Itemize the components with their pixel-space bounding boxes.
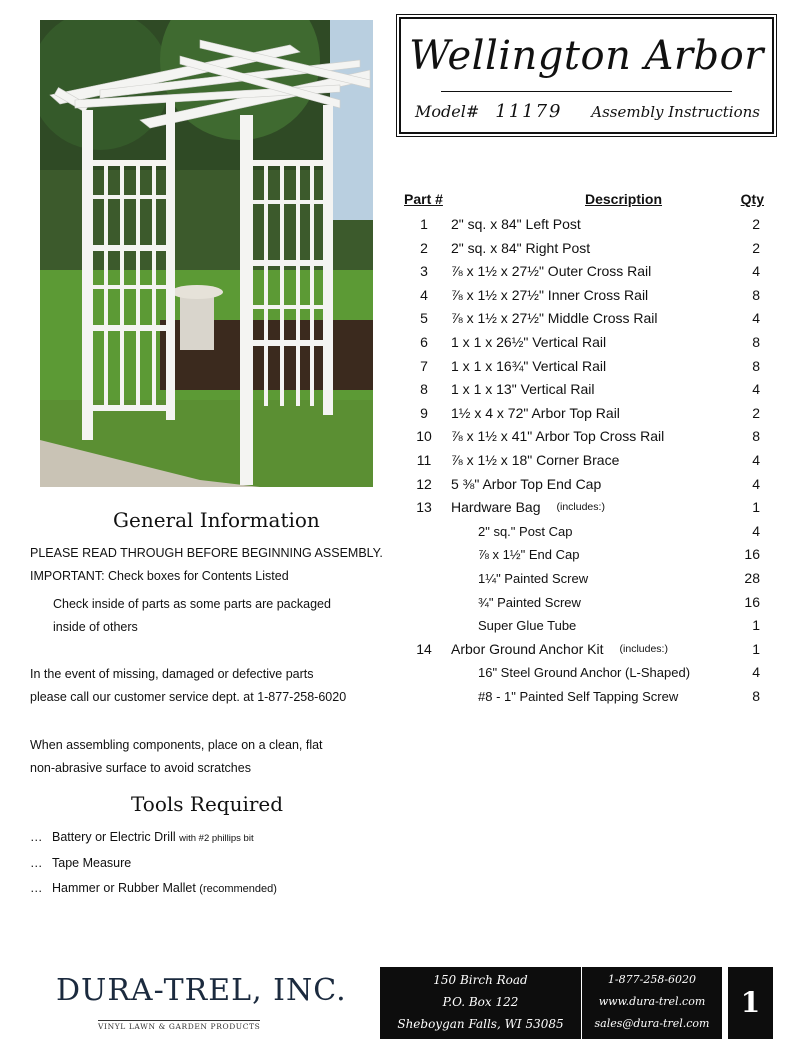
bullet-icon: … [30,881,43,895]
part-description [478,520,573,544]
part-description [451,402,620,426]
part-number: 11 [416,451,432,468]
title-box [399,17,774,134]
part-description-text: 1½ x 4 x 72" Arbor Top Rail [451,404,620,421]
parts-table-row [404,425,768,449]
bullet-icon: … [30,856,43,870]
address-box [380,967,581,1039]
part-number: 14 [416,640,432,657]
parts-table-row [404,378,768,402]
part-number: 7 [420,357,428,374]
arbor-photo [40,20,373,487]
bullet-icon: … [30,830,43,844]
part-description-text: Super Glue Tube [478,618,577,634]
document-subtitle: Assembly Instructions [591,103,760,121]
part-description-text: ⅞ x 1½ x 27½" Outer Cross Rail [451,263,652,280]
website-link[interactable]: www.dura-trel.com [598,995,706,1008]
part-qty: 1 [752,617,760,634]
part-qty: 4 [752,522,760,539]
part-description [451,638,668,662]
part-qty: 4 [752,451,760,468]
part-qty: 8 [752,687,760,704]
contact-box [582,967,722,1039]
parts-table-row [404,260,768,284]
tool-note: (recommended) [199,883,277,895]
part-description-text: ⅞ x 1½" End Cap [478,547,580,563]
part-description [451,449,619,473]
parts-table-row [404,567,768,591]
part-description [451,260,651,284]
part-description-text: 1 x 1 x 13" Vertical Rail [451,381,595,398]
part-qty: 4 [752,664,760,681]
part-number: 5 [420,310,428,327]
tools-list [30,825,277,902]
part-description-text: 2" sq. x 84" Left Post [451,216,581,232]
model-line [415,101,563,122]
part-qty: 1 [752,640,760,657]
part-description [478,567,588,591]
part-description [451,355,606,379]
title-divider [441,91,732,92]
parts-table-row [404,496,768,520]
part-qty: 2 [752,404,760,421]
part-description [478,661,690,685]
part-description [451,473,601,497]
page-number: 1 [728,967,773,1039]
part-number: 1 [420,216,428,232]
part-description [451,378,594,402]
parts-table-row [404,449,768,473]
part-qty: 28 [744,569,760,586]
general-info-line: IMPORTANT: Check boxes for Contents Listed [30,569,289,583]
part-description-text: #8 - 1" Painted Self Tapping Screw [478,688,679,704]
part-qty: 4 [752,263,760,280]
part-description-text: ⅞ x 1½ x 27½" Middle Cross Rail [451,310,658,327]
model-number: 11179 [495,101,563,122]
part-description-text: 2" sq." Post Cap [478,523,573,539]
part-qty: 2 [752,239,760,256]
email-link[interactable]: sales@dura-trel.com [594,1017,710,1030]
general-info-line: non-abrasive surface to avoid scratches [30,761,251,775]
part-qty: 16 [744,593,760,610]
logo-tagline: VINYL LAWN & GARDEN PRODUCTS [98,1022,261,1031]
address-line: P.O. Box 122 [442,995,519,1009]
part-description-text: 1 x 1 x 16¾" Vertical Rail [451,357,607,374]
part-description [478,614,576,638]
parts-table-row [404,307,768,331]
part-description-text: 16" Steel Ground Anchor (L-Shaped) [478,665,691,681]
includes-note: (includes:) [619,642,668,655]
general-info-line: inside of others [53,620,138,634]
part-number: 6 [420,333,428,350]
part-description [451,331,606,355]
part-qty: 4 [752,381,760,398]
part-number: 8 [420,381,428,398]
parts-table-row [404,284,768,308]
part-description-text: Hardware Bag [451,499,541,516]
part-qty: 8 [752,286,760,303]
parts-table-row [404,213,768,237]
part-number: 2 [420,239,428,256]
parts-table-row [404,685,768,709]
part-number: 12 [416,475,432,492]
part-number: 3 [420,263,428,280]
part-description-text: ⅞ x 1½ x 18" Corner Brace [451,451,620,468]
document-title: Wellington Arbor [409,33,764,79]
part-qty: 1 [752,499,760,516]
parts-table-row [404,473,768,497]
part-qty: 4 [752,475,760,492]
part-description-text: 5 ⅜" Arbor Top End Cap [451,475,602,492]
parts-table-row [404,520,768,544]
tool-name: Battery or Electric Drill [52,830,176,844]
part-qty: 16 [744,546,760,563]
parts-table-row [404,661,768,685]
part-column-header: Part # [404,191,443,207]
general-info-line: In the event of missing, damaged or defective parts [30,667,314,681]
part-number: 10 [416,428,432,445]
part-description-text: ⅞ x 1½ x 41" Arbor Top Cross Rail [451,428,665,445]
part-description-text: 1¼" Painted Screw [478,570,589,586]
general-info-line: Check inside of parts as some parts are packaged [53,597,331,611]
parts-table-row [404,638,768,662]
parts-table-row [404,543,768,567]
part-description [451,307,658,331]
tool-name: Hammer or Rubber Mallet [52,881,196,895]
tool-item [30,851,277,876]
part-qty: 4 [752,310,760,327]
part-qty: 2 [752,216,760,232]
tool-note: with #2 phillips bit [179,833,254,844]
general-info-heading: General Information [113,508,320,532]
model-label: Model# [415,102,480,121]
general-info-line: please call our customer service dept. at 1-877-258-6020 [30,690,347,704]
part-description-text: ¾" Painted Screw [478,594,581,610]
part-description [478,685,678,709]
parts-table-row [404,402,768,426]
tools-heading: Tools Required [131,792,284,816]
general-info-line: PLEASE READ THROUGH BEFORE BEGINNING ASSEMBLY. [30,546,383,560]
tool-item [30,825,277,851]
address-line: Sheboygan Falls, WI 53085 [397,1017,564,1031]
part-description-text: Arbor Ground Anchor Kit [451,640,604,657]
parts-table-row [404,355,768,379]
parts-table-row [404,331,768,355]
part-description-text: ⅞ x 1½ x 27½" Inner Cross Rail [451,286,649,303]
part-description [478,591,581,615]
parts-table-row [404,614,768,638]
part-qty: 8 [752,333,760,350]
part-description [451,284,648,308]
part-description-text: 2" sq. x 84" Right Post [451,239,591,256]
part-description [451,213,581,237]
part-description-text: 1 x 1 x 26½" Vertical Rail [451,333,607,350]
part-number: 4 [420,286,428,303]
part-number: 9 [420,404,428,421]
includes-note: (includes:) [556,501,605,514]
part-qty: 8 [752,428,760,445]
parts-table-row [404,591,768,615]
address-line: 150 Birch Road [433,973,528,987]
part-description [451,425,664,449]
part-description [451,237,590,261]
description-column-header: Description [585,191,663,207]
general-info-line: When assembling components, place on a clean, flat [30,738,323,752]
part-description [451,496,605,520]
part-description [478,543,579,567]
tool-name: Tape Measure [52,856,132,870]
phone-number: 1-877-258-6020 [607,973,697,986]
logo-text: DURA-TREL, INC. [56,973,347,1008]
part-number: 13 [416,499,432,516]
dura-trel-logo [50,965,347,1037]
parts-table [404,191,768,708]
parts-table-row [404,237,768,261]
qty-column-header: Qty [740,191,764,207]
part-qty: 8 [752,357,760,374]
parts-table-header [404,191,768,213]
parts-table-body [404,213,768,708]
tool-item [30,876,277,902]
